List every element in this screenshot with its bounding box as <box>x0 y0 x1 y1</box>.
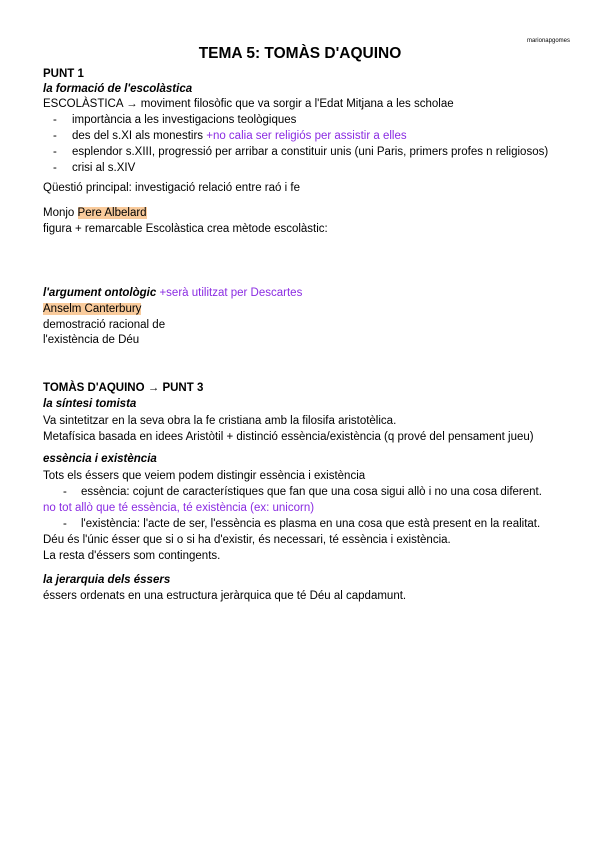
list-item-text <box>72 130 407 142</box>
list-item-text: essència: cojunt de característiques que fan que una cosa sigui allò i no una cosa diferent. <box>81 486 542 498</box>
section-heading-punt-1: PUNT 1 <box>43 68 84 80</box>
author-label: marionapgomes <box>526 38 570 44</box>
subheading-jerarquia: la jerarquia dels éssers <box>43 574 171 586</box>
page-title: TEMA 5: TOMÀS D'AQUINO <box>198 45 402 62</box>
argument-desc-1: demostració racional de <box>43 319 166 331</box>
argument-desc-2: l'existència de Déu <box>43 334 140 346</box>
list-item-text: crisi al s.XIV <box>72 162 136 174</box>
dash-marker: - <box>53 146 57 158</box>
dash-marker: - <box>53 130 57 142</box>
deu-line: Déu és l'únic ésser que si o si ha d'existir, és necessari, té essència i existència. <box>43 534 451 546</box>
section-heading-punt-3: TOMÀS D'AQUINO → PUNT 3 <box>43 382 204 394</box>
argument-heading-line <box>43 287 302 299</box>
list-item-main: des del s.XI als monestirs <box>72 130 204 142</box>
list-item-text: esplendor s.XIII, progressió per arribar a constituir unis (uni Paris, primers profes n religiosos) <box>72 146 549 158</box>
monk-description: figura + remarcable Escolàstica crea mètode escolàstic: <box>43 223 328 235</box>
list-item-note: +no calia ser religiós per assistir a elles <box>206 130 407 142</box>
essencia-intro: Tots els éssers que veiem podem distingir essència i existència <box>43 470 366 482</box>
subheading-essencia: essència i existència <box>43 453 157 465</box>
principal-question: Qüestió principal: investigació relació entre raó i fe <box>43 182 300 194</box>
subheading-sintesi: la síntesi tomista <box>43 398 137 410</box>
subheading-formacio: la formació de l'escolàstica <box>43 83 193 95</box>
monk-line <box>43 207 147 219</box>
contingents-line: La resta d'éssers som contingents. <box>43 550 221 562</box>
dash-marker: - <box>53 162 57 174</box>
sintesi-line-2: Metafísica basada en idees Aristòtil + distinció essència/existència (q prové del pensament jueu) <box>43 431 534 443</box>
dash-marker: - <box>53 114 57 126</box>
argument-heading: l'argument ontològic <box>43 287 157 299</box>
monk-prefix: Monjo <box>43 207 75 219</box>
sintesi-line-1: Va sintetitzar en la seva obra la fe cristiana amb la filosifa aristotèlica. <box>43 415 397 427</box>
dash-marker: - <box>63 486 67 498</box>
list-item-text: importància a les investigacions teològiques <box>72 114 297 126</box>
list-item-text: l'existència: l'acte de ser, l'essència es plasma en una cosa que està present en la realitat. <box>81 518 541 530</box>
anselm-name-highlight: Anselm Canterbury <box>43 303 142 315</box>
escolastica-definition: ESCOLÀSTICA → moviment filosòfic que va sorgir a l'Edat Mitjana a les scholae <box>43 98 454 110</box>
jerarquia-line: éssers ordenats en una estructura jeràrquica que té Déu al capdamunt. <box>43 590 407 602</box>
argument-note: +serà utilitzat per Descartes <box>159 287 303 299</box>
monk-name-highlight: Pere Albelard <box>77 207 147 219</box>
essencia-note: no tot allò que té essència, té existència (ex: unicorn) <box>43 502 315 514</box>
dash-marker: - <box>63 518 67 530</box>
anselm-line <box>43 303 141 315</box>
